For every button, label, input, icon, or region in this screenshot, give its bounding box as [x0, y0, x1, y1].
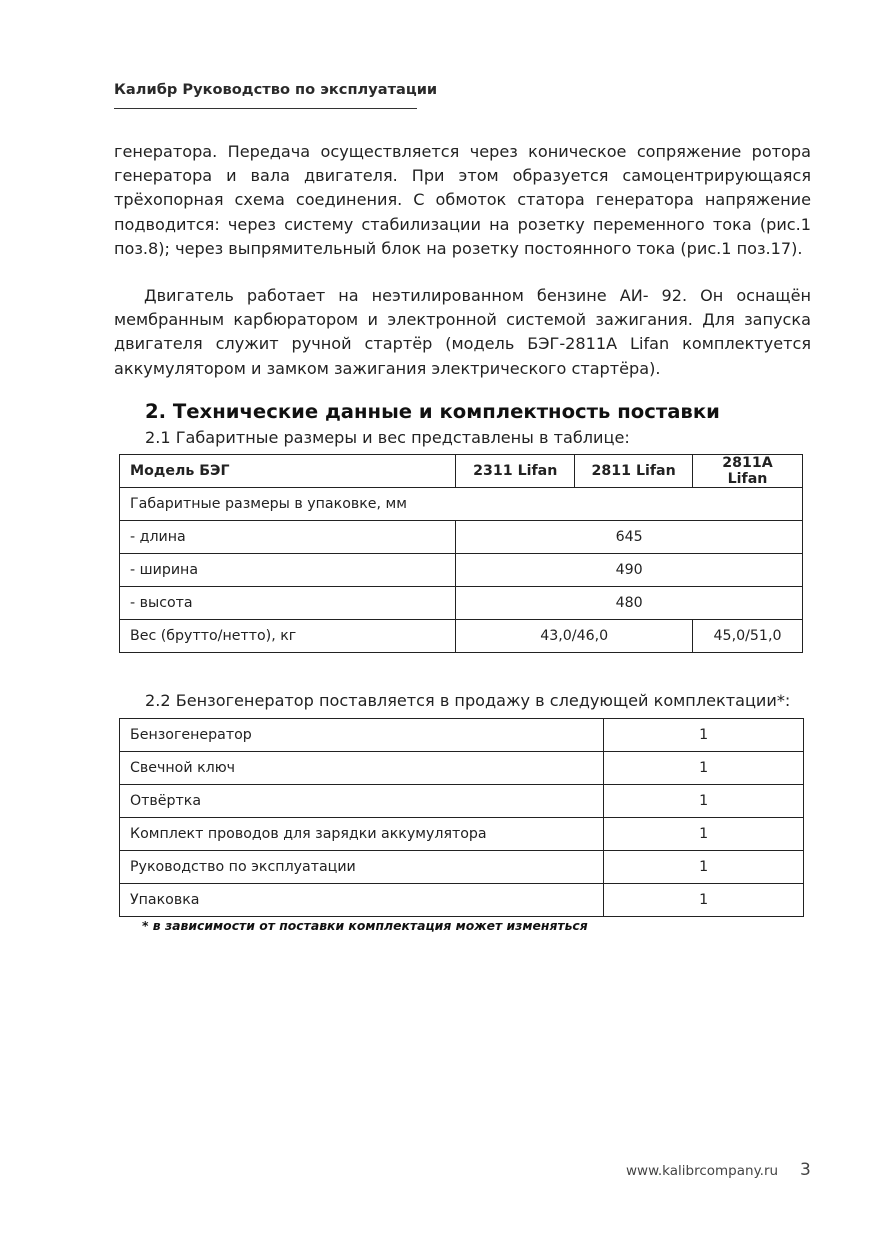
group-row-label: Габаритные размеры в упаковке, мм: [120, 488, 803, 521]
table-row: [120, 752, 804, 785]
kit-item: Упаковка: [120, 884, 604, 917]
section-title: 2. Технические данные и комплектность поставки: [145, 400, 720, 423]
header-cell-2811a: 2811A Lifan: [693, 455, 803, 488]
kit-qty: 1: [604, 785, 804, 818]
page-number: 3: [800, 1160, 811, 1180]
kit-item: Свечной ключ: [120, 752, 604, 785]
kit-item: Руководство по эксплуатации: [120, 851, 604, 884]
subsection-2-2: 2.2 Бензогенератор поставляется в продажу в следующей комплектации*:: [145, 691, 791, 710]
running-header: Калибр Руководство по эксплуатации: [114, 81, 438, 98]
kit-qty: 1: [604, 884, 804, 917]
row-label: - ширина: [120, 554, 456, 587]
weight-value-2811a: 45,0/51,0: [693, 620, 803, 653]
header-cell-2811: 2811 Lifan: [575, 455, 693, 488]
table-row: [120, 785, 804, 818]
header-cell-2311: 2311 Lifan: [456, 455, 575, 488]
header-cell-model: Модель БЭГ: [120, 455, 456, 488]
row-value: 480: [456, 587, 803, 620]
table-row: [120, 488, 803, 521]
kit-qty: 1: [604, 719, 804, 752]
table-header-row: [120, 455, 803, 488]
row-value: 645: [456, 521, 803, 554]
weight-value-2311-2811: 43,0/46,0: [456, 620, 693, 653]
kit-item: Комплект проводов для зарядки аккумулятора: [120, 818, 604, 851]
row-label: Вес (брутто/нетто), кг: [120, 620, 456, 653]
kit-item: Бензогенератор: [120, 719, 604, 752]
row-label: - высота: [120, 587, 456, 620]
kit-qty: 1: [604, 752, 804, 785]
footer-website-link[interactable]: www.kalibrcompany.ru: [626, 1163, 779, 1179]
table-row: [120, 818, 804, 851]
table-row: [120, 521, 803, 554]
dimensions-table: [119, 454, 803, 653]
kit-item: Отвёртка: [120, 785, 604, 818]
kit-qty: 1: [604, 851, 804, 884]
paragraph-generator: генератора. Передача осуществляется через коническое сопряжение ротора генератора и вала двигателя. При этом образуется самоцентрирующаяся трёхопорная схема соединения. С обмоток статора генератора напряжение подводится: через систему стабилизации на розетку переменного тока (рис.1 поз.8); через выпрямительный блок на розетку постоянного тока (рис.1 поз.17).: [114, 142, 811, 258]
row-value: 490: [456, 554, 803, 587]
table-row: [120, 587, 803, 620]
table-row: [120, 554, 803, 587]
subsection-2-1: 2.1 Габаритные размеры и вес представлены в таблице:: [145, 428, 630, 447]
header-underline: [114, 108, 417, 109]
footnote: * в зависимости от поставки комплектация может изменяться: [142, 918, 588, 933]
table-row: [120, 884, 804, 917]
kit-qty: 1: [604, 818, 804, 851]
table-row: [120, 620, 803, 653]
paragraph-engine: Двигатель работает на неэтилированном бензине АИ- 92. Он оснащён мембранным карбюратором и электронной системой зажигания. Для запуска двигателя служит ручной стартёр (модель БЭГ-2811А Lifan комплектуется аккумулятором и замком зажигания электрического стартёра).: [114, 286, 811, 378]
kit-table: [119, 718, 804, 917]
row-label: - длина: [120, 521, 456, 554]
table-row: [120, 851, 804, 884]
table-row: [120, 719, 804, 752]
